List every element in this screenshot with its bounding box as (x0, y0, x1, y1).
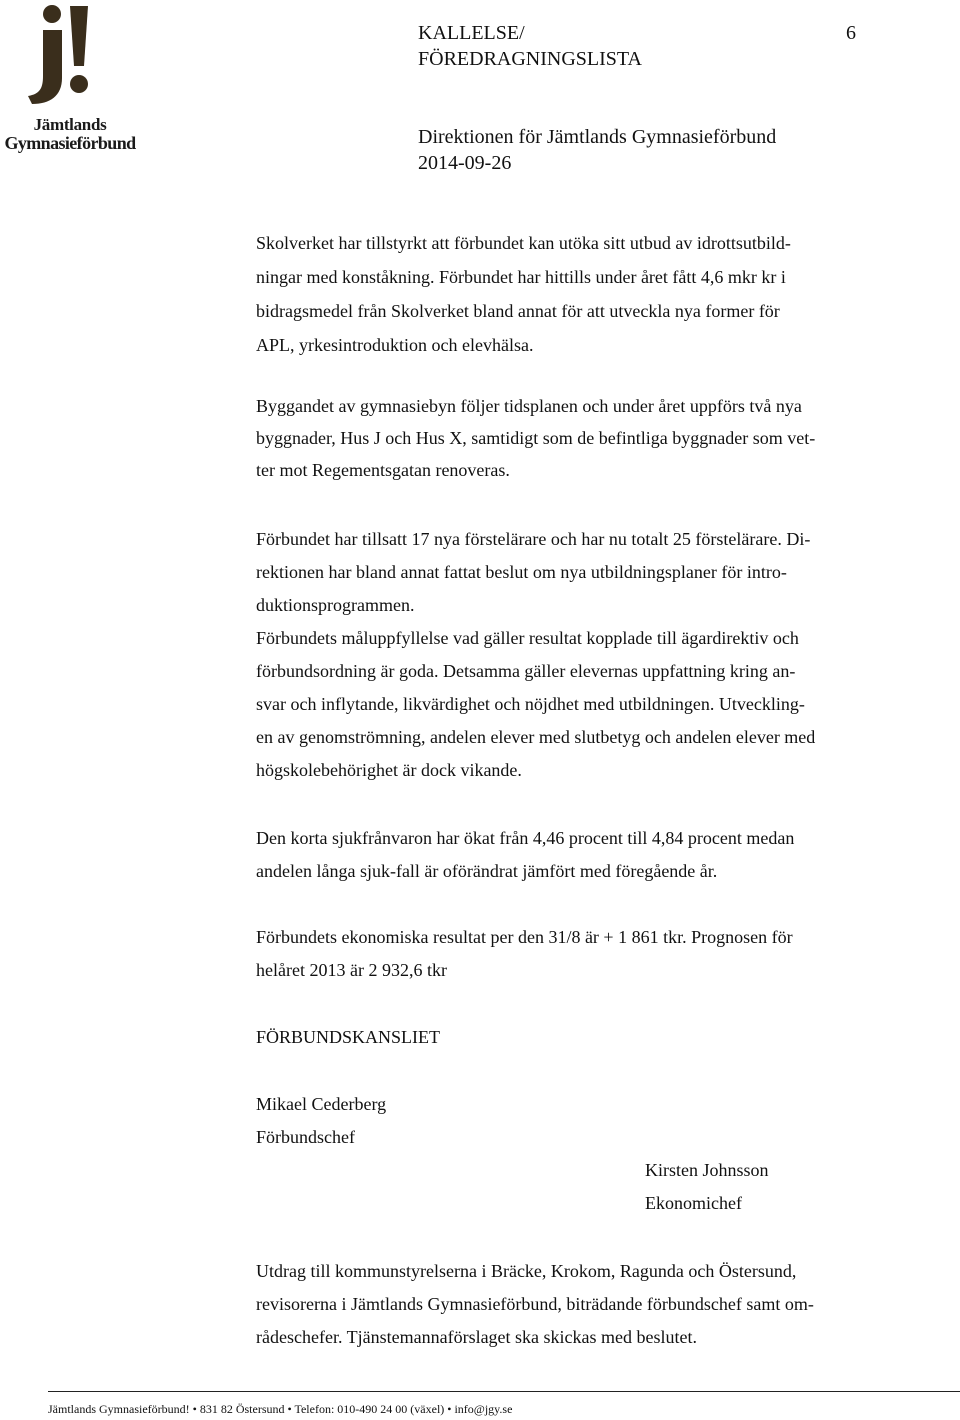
paragraph-line: Förbundets måluppfyllelse vad gäller resultat kopplade till ägardirektiv och (256, 628, 799, 648)
logo-mark-graphic (0, 0, 140, 115)
paragraph-line: Förbundets ekonomiska resultat per den 31/8 är + 1 861 tkr. Prognosen för (256, 927, 793, 947)
paragraph-line: högskolebehörighet är dock vikande. (256, 760, 522, 780)
paragraph-skolverket (256, 226, 856, 362)
document-type-line2: FÖREDRAGNINGSLISTA (418, 48, 642, 70)
paragraph-forstelarare (256, 523, 856, 787)
paragraph-line: förbundsordning är goda. Detsamma gäller elevernas uppfattning kring an- (256, 661, 796, 681)
page-number: 6 (846, 22, 856, 44)
paragraph-line: APL, yrkesintroduktion och elevhälsa. (256, 335, 534, 355)
paragraph-line: revisorerna i Jämtlands Gymnasieförbund, biträdande förbundschef samt om- (256, 1294, 814, 1314)
header-organization-block (418, 124, 776, 176)
paragraph-ekonomi (256, 921, 856, 987)
document-type-line1: KALLELSE/ (418, 22, 525, 44)
paragraph-line: Utdrag till kommunstyrelserna i Bräcke, Krokom, Ragunda och Östersund, (256, 1261, 797, 1281)
paragraph-line: byggnader, Hus J och Hus X, samtidigt som de befintliga byggnader som vet- (256, 428, 816, 448)
header-organization: Direktionen för Jämtlands Gymnasieförbund (418, 126, 777, 148)
paragraph-gymnasiebyn (256, 390, 856, 486)
paragraph-line: en av genomströmning, andelen elever med slutbetyg och andelen elever med (256, 727, 816, 747)
paragraph-line: andelen långa sjuk-fall är oförändrat jämfört med föregående år. (256, 861, 718, 881)
paragraph-line: helåret 2013 är 2 932,6 tkr (256, 960, 447, 980)
footer-contact: Jämtlands Gymnasieförbund! • 831 82 Östersund • Telefon: 010-490 24 00 (växel) • info@jgy.se (48, 1402, 513, 1416)
paragraph-line: bidragsmedel från Skolverket bland annat för att utveckla nya former för (256, 301, 780, 321)
paragraph-line: rektionen har bland annat fattat beslut om nya utbildningsplaner för intro- (256, 562, 787, 582)
section-heading: FÖRBUNDSKANSLIET (256, 1027, 441, 1047)
paragraph-line: svar och inflytande, likvärdighet och nöjdhet med utbildningen. Utveckling- (256, 694, 805, 714)
paragraph-utdrag (256, 1255, 866, 1354)
paragraph-line: Den korta sjukfrånvaron har ökat från 4,46 procent till 4,84 procent medan (256, 828, 795, 848)
paragraph-line: duktionsprogrammen. (256, 595, 415, 615)
signer2-title: Ekonomichef (645, 1193, 742, 1213)
logo-text-line2: Gymnasieförbund (4, 133, 136, 153)
paragraph-line: ningar med konståkning. Förbundet har hittills under året fått 4,6 mkr kr i (256, 267, 786, 287)
logo-text-line1: Jämtlands (33, 115, 107, 134)
paragraph-line: Skolverket har tillstyrkt att förbundet kan utöka sitt utbud av idrottsutbild- (256, 233, 791, 253)
document-type (418, 20, 642, 72)
paragraph-line: ter mot Regementsgatan renoveras. (256, 460, 510, 480)
paragraph-sjukfranvaro (256, 822, 856, 888)
signer1-title: Förbundschef (256, 1127, 355, 1147)
paragraph-line: Byggandet av gymnasiebyn följer tidsplanen och under året uppförs två nya (256, 396, 802, 416)
paragraph-line: rådeschefer. Tjänstemannaförslaget ska skickas med beslutet. (256, 1327, 698, 1347)
header-date: 2014-09-26 (418, 152, 512, 174)
paragraph-line: Förbundet har tillsatt 17 nya förstelärare och har nu totalt 25 förstelärare. Di- (256, 529, 811, 549)
signer1-name: Mikael Cederberg (256, 1094, 387, 1114)
organization-logo (0, 0, 140, 160)
signer2-name: Kirsten Johnsson (645, 1160, 769, 1180)
footer-divider (48, 1391, 960, 1392)
